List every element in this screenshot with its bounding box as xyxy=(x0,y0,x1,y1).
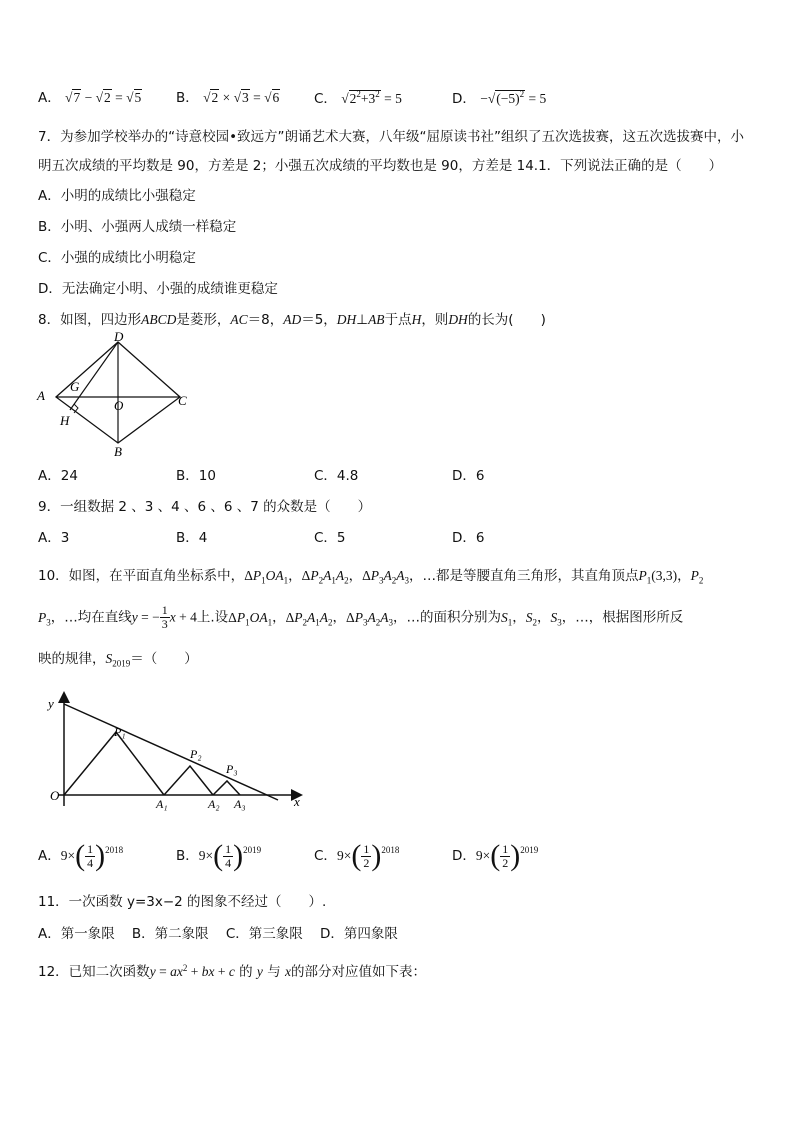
q8-stem: 8．如图，四边形ABCD是菱形，AC＝8，AD＝5，DH⊥AB于点H，则DH的长为( ) xyxy=(38,312,546,328)
label-g: G xyxy=(70,379,80,394)
label-c: C xyxy=(178,393,187,408)
q11-option-a: A．第一象限 xyxy=(38,926,115,942)
q10-stem-line2: $P_3$，…均在直线y = − $\frac{1}{3}$ x + 4上.设$\Delta P_1OA_1$，$\Delta P_2A_1A_2$，$\Delta P_3A_2A_3$，…的面积分别为$S_1$，$S_2$，$S_3$，…，根据图形所反 xyxy=(38,603,684,631)
q7-option-c: C．小强的成绩比小明稳定 xyxy=(38,250,196,266)
q7-option-d: D．无法确定小明、小强的成绩谁更稳定 xyxy=(38,281,278,297)
q9-option-b: B．4 xyxy=(176,530,208,546)
label-o: O xyxy=(50,788,60,803)
q11-option-c: C．第三象限 xyxy=(225,926,303,942)
label-a3: A₃ xyxy=(234,797,246,811)
q11-option-b: B．第二象限 xyxy=(131,926,209,942)
label-p1: P₁ xyxy=(114,725,126,739)
q6-option-a: A． √7 − √2 = √5 xyxy=(38,90,142,106)
q6-option-d: D． $-√(-5)^2 = 5$ xyxy=(452,89,547,107)
label-p2: P₂ xyxy=(190,747,202,761)
label-p3: P₃ xyxy=(226,762,238,776)
q8-option-d: D．6 xyxy=(452,468,485,484)
q10-option-a: A．9×( $\frac{1}{4}$ )$^{2018}$ xyxy=(38,839,124,872)
q6-option-c: C． $√2^2+3^2 = 5$ xyxy=(314,89,402,107)
label-d: D xyxy=(114,330,124,344)
label-x: x xyxy=(294,794,300,809)
q12-stem: 12．已知二次函数$y = ax^2$ + bx + c 的 y 与 x的部分对应值如下表： xyxy=(38,963,426,980)
label-b: B xyxy=(114,444,122,459)
q9-stem: 9．一组数据 2 、3 、4 、6 、6 、7 的众数是（ ） xyxy=(38,499,372,515)
label-a: A xyxy=(37,388,45,403)
q9-option-d: D．6 xyxy=(452,530,485,546)
label-a1: A₁ xyxy=(156,797,168,811)
q11-options xyxy=(38,924,398,944)
coordinate-figure xyxy=(38,688,318,812)
label-y: y xyxy=(48,696,54,711)
q10-stem-line1: 10．如图，在平面直角坐标系中，$\Delta P_1OA_1$，$\Delta P_2A_1A_2$，$\Delta P_3A_2A_3$，…都是等腰直角三角形，其直角顶点$P_1(3,3)$，$P_2$ xyxy=(38,568,704,586)
q10-option-d: D．9×( $\frac{1}{2}$ )$^{2019}$ xyxy=(452,839,539,872)
q8-option-b: B．10 xyxy=(176,468,216,484)
q10-option-b: B．9×( $\frac{1}{4}$ )$^{2019}$ xyxy=(176,839,262,872)
q9-option-c: C．5 xyxy=(314,530,346,546)
segment-dh xyxy=(70,342,118,410)
triangle-p3 xyxy=(213,781,240,795)
q10-option-c: C．9×( $\frac{1}{2}$ )$^{2018}$ xyxy=(314,839,400,872)
q7-stem-line1: 7．为参加学校举办的“诗意校园•致远方”朗诵艺术大赛，八年级“屈原读书社”组织了五次选拔赛，这五次选拔赛中，小 xyxy=(38,129,745,145)
q8-option-c: C．4.8 xyxy=(314,468,359,484)
q7-option-b: B．小明、小强两人成绩一样稳定 xyxy=(38,219,237,235)
q7-stem-line2: 明五次成绩的平均数是 90，方差是 2；小强五次成绩的平均数也是 90，方差是 14.1．下列说法正确的是（ ） xyxy=(38,158,723,174)
label-a2: A₂ xyxy=(208,797,220,811)
q11-option-d: D．第四象限 xyxy=(319,926,398,942)
q8-option-a: A．24 xyxy=(38,468,78,484)
label-o: O xyxy=(114,398,124,413)
q11-stem: 11．一次函数 y=3x−2 的图象不经过（ ）. xyxy=(38,894,327,910)
q9-option-a: A．3 xyxy=(38,530,70,546)
q10-stem-line3: 映的规律，$S_{2019}=$（ ） xyxy=(38,651,198,669)
rhombus-figure xyxy=(30,330,200,460)
triangle-p2 xyxy=(164,766,213,795)
q7-option-a: A．小明的成绩比小强稳定 xyxy=(38,188,196,204)
line-y-eq-neg-third-x-plus-4 xyxy=(64,704,278,800)
q6-option-b: B． √2 × √3 = √6 xyxy=(176,90,280,106)
label-h: H xyxy=(60,413,70,428)
